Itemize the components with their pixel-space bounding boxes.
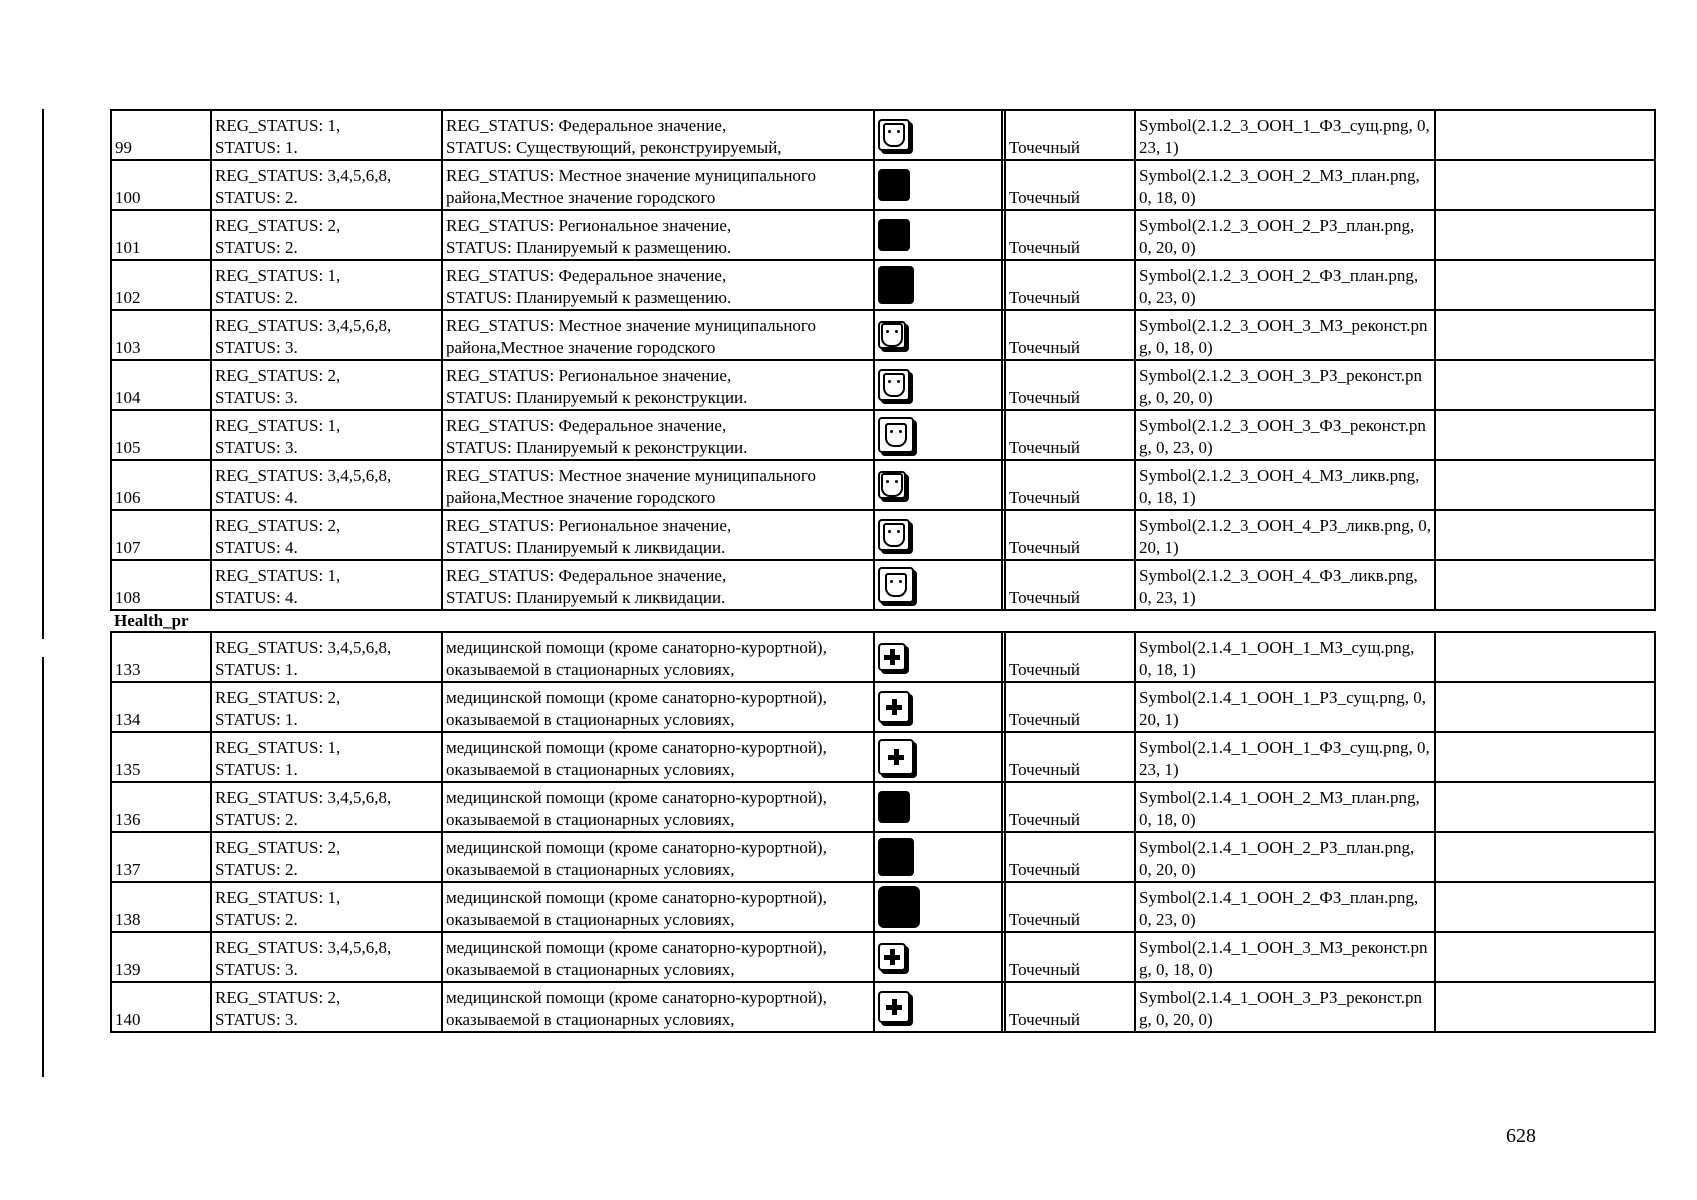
geometry-type-cell: Точечный	[1005, 410, 1135, 460]
symbol-expression-cell: Symbol(2.1.4_1_ООН_2_ФЗ_план.png, 0, 23, 0)	[1135, 882, 1435, 932]
symbol-cell	[874, 932, 1002, 982]
condition-line-2: STATUS: 4.	[215, 538, 298, 557]
condition-cell	[211, 460, 442, 510]
condition-line-2: STATUS: 1.	[215, 760, 298, 779]
condition-line-1: REG_STATUS: 3,4,5,6,8,	[215, 638, 392, 657]
geometry-type-cell: Точечный	[1005, 510, 1135, 560]
description-cell	[442, 832, 874, 882]
description-line-1: REG_STATUS: Местное значение муниципального	[446, 166, 816, 185]
table-row	[111, 882, 1655, 932]
condition-cell	[211, 882, 442, 932]
empty-cell	[1435, 632, 1655, 682]
description-line-2: района,Местное значение городского	[446, 188, 716, 207]
condition-line-2: STATUS: 2.	[215, 860, 298, 879]
condition-cell	[211, 210, 442, 260]
empty-cell	[1435, 410, 1655, 460]
description-cell	[442, 732, 874, 782]
description-cell	[442, 882, 874, 932]
empty-cell	[1435, 732, 1655, 782]
description-cell	[442, 210, 874, 260]
condition-cell	[211, 682, 442, 732]
row-number: 136	[111, 782, 211, 832]
condition-cell	[211, 310, 442, 360]
description-line-1: медицинской помощи (кроме санаторно-курортной),	[446, 688, 827, 707]
condition-cell	[211, 410, 442, 460]
description-line-2: оказываемой в стационарных условиях,	[446, 960, 735, 979]
section-label: Health_pr	[111, 610, 1655, 632]
condition-line-1: REG_STATUS: 1,	[215, 566, 341, 585]
condition-line-1: REG_STATUS: 3,4,5,6,8,	[215, 938, 392, 957]
symbol-expression-cell: Symbol(2.1.2_3_ООН_3_ФЗ_реконст.png, 0, 23, 0)	[1135, 410, 1435, 460]
symbol-cell	[874, 260, 1002, 310]
description-line-1: REG_STATUS: Местное значение муниципального	[446, 316, 816, 335]
symbol-cell	[874, 110, 1002, 160]
symbol-expression-cell: Symbol(2.1.2_3_ООН_1_ФЗ_сущ.png, 0, 23, 1)	[1135, 110, 1435, 160]
theater-mask-icon	[878, 369, 910, 401]
description-line-2: STATUS: Планируемый к ликвидации.	[446, 588, 726, 607]
page-number: 628	[1506, 1125, 1536, 1147]
condition-line-2: STATUS: 1.	[215, 138, 298, 157]
description-line-1: REG_STATUS: Федеральное значение,	[446, 116, 727, 135]
row-number: 138	[111, 882, 211, 932]
description-line-2: района,Местное значение городского	[446, 338, 716, 357]
empty-cell	[1435, 360, 1655, 410]
table-row	[111, 560, 1655, 610]
description-line-1: REG_STATUS: Федеральное значение,	[446, 266, 727, 285]
table-row	[111, 410, 1655, 460]
table-row	[111, 210, 1655, 260]
medical-cross-icon	[878, 991, 910, 1023]
condition-cell	[211, 982, 442, 1032]
table-row	[111, 360, 1655, 410]
table-row	[111, 832, 1655, 882]
theater-mask-icon	[878, 519, 910, 551]
description-line-1: медицинской помощи (кроме санаторно-курортной),	[446, 888, 827, 907]
symbol-expression-cell: Symbol(2.1.4_1_ООН_3_РЗ_реконст.png, 0, 20, 0)	[1135, 982, 1435, 1032]
condition-cell	[211, 360, 442, 410]
description-cell	[442, 260, 874, 310]
condition-line-1: REG_STATUS: 2,	[215, 838, 341, 857]
description-line-2: оказываемой в стационарных условиях,	[446, 810, 735, 829]
description-cell	[442, 982, 874, 1032]
description-line-2: оказываемой в стационарных условиях,	[446, 660, 735, 679]
row-number: 101	[111, 210, 211, 260]
left-margin-rule-bottom	[42, 657, 44, 1077]
description-line-1: медицинской помощи (кроме санаторно-курортной),	[446, 988, 827, 1007]
row-number: 99	[111, 110, 211, 160]
solid-square-icon	[878, 169, 910, 201]
symbol-cell	[874, 410, 1002, 460]
empty-cell	[1435, 260, 1655, 310]
geometry-type-cell: Точечный	[1005, 882, 1135, 932]
theater-mask-icon	[878, 471, 906, 499]
condition-line-1: REG_STATUS: 3,4,5,6,8,	[215, 788, 392, 807]
description-cell	[442, 932, 874, 982]
description-line-1: медицинской помощи (кроме санаторно-курортной),	[446, 788, 827, 807]
condition-cell	[211, 932, 442, 982]
description-cell	[442, 360, 874, 410]
condition-line-1: REG_STATUS: 1,	[215, 116, 341, 135]
symbol-table	[110, 109, 1656, 1033]
symbol-cell	[874, 882, 1002, 932]
description-cell	[442, 632, 874, 682]
table-row	[111, 932, 1655, 982]
description-line-1: медицинской помощи (кроме санаторно-курортной),	[446, 938, 827, 957]
geometry-type-cell: Точечный	[1005, 732, 1135, 782]
description-cell	[442, 560, 874, 610]
description-line-2: оказываемой в стационарных условиях,	[446, 910, 735, 929]
table-row	[111, 782, 1655, 832]
description-line-2: оказываемой в стационарных условиях,	[446, 860, 735, 879]
section-header-row	[111, 610, 1655, 632]
solid-square-icon	[878, 219, 910, 251]
description-cell	[442, 460, 874, 510]
condition-cell	[211, 110, 442, 160]
condition-line-2: STATUS: 1.	[215, 710, 298, 729]
condition-line-2: STATUS: 2.	[215, 238, 298, 257]
medical-cross-icon	[878, 943, 906, 971]
condition-line-1: REG_STATUS: 1,	[215, 416, 341, 435]
table-row	[111, 732, 1655, 782]
symbol-expression-cell: Symbol(2.1.2_3_ООН_4_РЗ_ликв.png, 0, 20, 1)	[1135, 510, 1435, 560]
description-line-2: STATUS: Планируемый к размещению.	[446, 238, 732, 257]
symbol-expression-cell: Symbol(2.1.2_3_ООН_2_ФЗ_план.png, 0, 23, 0)	[1135, 260, 1435, 310]
symbol-expression-cell: Symbol(2.1.4_1_ООН_1_РЗ_сущ.png, 0, 20, 1)	[1135, 682, 1435, 732]
condition-line-2: STATUS: 4.	[215, 488, 298, 507]
condition-line-2: STATUS: 2.	[215, 188, 298, 207]
empty-cell	[1435, 510, 1655, 560]
condition-line-2: STATUS: 2.	[215, 288, 298, 307]
row-number: 102	[111, 260, 211, 310]
table-row	[111, 510, 1655, 560]
row-number: 107	[111, 510, 211, 560]
description-line-2: STATUS: Планируемый к реконструкции.	[446, 438, 748, 457]
condition-line-2: STATUS: 2.	[215, 810, 298, 829]
description-cell	[442, 160, 874, 210]
row-number: 106	[111, 460, 211, 510]
medical-cross-icon	[878, 643, 906, 671]
description-cell	[442, 110, 874, 160]
geometry-type-cell: Точечный	[1005, 982, 1135, 1032]
description-line-2: района,Местное значение городского	[446, 488, 716, 507]
geometry-type-cell: Точечный	[1005, 260, 1135, 310]
row-number: 140	[111, 982, 211, 1032]
description-line-2: STATUS: Планируемый к размещению.	[446, 288, 732, 307]
condition-line-2: STATUS: 3.	[215, 388, 298, 407]
symbol-expression-cell: Symbol(2.1.4_1_ООН_1_МЗ_сущ.png, 0, 18, 1)	[1135, 632, 1435, 682]
solid-square-icon	[878, 791, 910, 823]
theater-mask-icon	[878, 321, 906, 349]
symbol-cell	[874, 310, 1002, 360]
condition-line-1: REG_STATUS: 3,4,5,6,8,	[215, 466, 392, 485]
description-cell	[442, 682, 874, 732]
geometry-type-cell: Точечный	[1005, 110, 1135, 160]
description-cell	[442, 410, 874, 460]
symbol-expression-cell: Symbol(2.1.4_1_ООН_2_РЗ_план.png, 0, 20, 0)	[1135, 832, 1435, 882]
empty-cell	[1435, 160, 1655, 210]
condition-line-2: STATUS: 1.	[215, 660, 298, 679]
symbol-expression-cell: Symbol(2.1.2_3_ООН_4_МЗ_ликв.png, 0, 18, 1)	[1135, 460, 1435, 510]
geometry-type-cell: Точечный	[1005, 932, 1135, 982]
description-line-1: REG_STATUS: Региональное значение,	[446, 516, 732, 535]
symbol-cell	[874, 510, 1002, 560]
geometry-type-cell: Точечный	[1005, 310, 1135, 360]
theater-mask-icon	[878, 417, 914, 453]
description-line-2: оказываемой в стационарных условиях,	[446, 760, 735, 779]
solid-square-icon	[878, 838, 914, 876]
geometry-type-cell: Точечный	[1005, 210, 1135, 260]
condition-line-1: REG_STATUS: 3,4,5,6,8,	[215, 316, 392, 335]
symbol-cell	[874, 682, 1002, 732]
condition-line-1: REG_STATUS: 2,	[215, 516, 341, 535]
symbol-expression-cell: Symbol(2.1.2_3_ООН_2_МЗ_план.png, 0, 18, 0)	[1135, 160, 1435, 210]
symbol-cell	[874, 560, 1002, 610]
table-row	[111, 682, 1655, 732]
condition-line-2: STATUS: 3.	[215, 338, 298, 357]
table-row	[111, 160, 1655, 210]
empty-cell	[1435, 210, 1655, 260]
table-row	[111, 460, 1655, 510]
condition-cell	[211, 832, 442, 882]
empty-cell	[1435, 460, 1655, 510]
medical-cross-icon	[878, 691, 910, 723]
symbol-expression-cell: Symbol(2.1.2_3_ООН_3_РЗ_реконст.png, 0, 20, 0)	[1135, 360, 1435, 410]
table-row	[111, 110, 1655, 160]
empty-cell	[1435, 110, 1655, 160]
table-row	[111, 310, 1655, 360]
description-line-2: STATUS: Планируемый к реконструкции.	[446, 388, 748, 407]
condition-line-2: STATUS: 3.	[215, 438, 298, 457]
symbol-expression-cell: Symbol(2.1.4_1_ООН_1_ФЗ_сущ.png, 0, 23, 1)	[1135, 732, 1435, 782]
empty-cell	[1435, 882, 1655, 932]
condition-cell	[211, 632, 442, 682]
description-line-1: медицинской помощи (кроме санаторно-курортной),	[446, 638, 827, 657]
row-number: 135	[111, 732, 211, 782]
symbol-expression-cell: Symbol(2.1.2_3_ООН_4_ФЗ_ликв.png, 0, 23, 1)	[1135, 560, 1435, 610]
symbol-cell	[874, 210, 1002, 260]
condition-cell	[211, 782, 442, 832]
condition-line-1: REG_STATUS: 3,4,5,6,8,	[215, 166, 392, 185]
condition-line-2: STATUS: 2.	[215, 910, 298, 929]
symbol-table-body	[111, 110, 1655, 1032]
table-row	[111, 260, 1655, 310]
row-number: 105	[111, 410, 211, 460]
condition-line-2: STATUS: 4.	[215, 588, 298, 607]
row-number: 108	[111, 560, 211, 610]
row-number: 103	[111, 310, 211, 360]
solid-square-icon	[878, 886, 920, 928]
geometry-type-cell: Точечный	[1005, 360, 1135, 410]
description-line-1: REG_STATUS: Региональное значение,	[446, 216, 732, 235]
condition-cell	[211, 510, 442, 560]
condition-line-1: REG_STATUS: 2,	[215, 216, 341, 235]
geometry-type-cell: Точечный	[1005, 160, 1135, 210]
table-row	[111, 632, 1655, 682]
description-line-1: REG_STATUS: Местное значение муниципального	[446, 466, 816, 485]
symbol-cell	[874, 460, 1002, 510]
empty-cell	[1435, 310, 1655, 360]
row-number: 104	[111, 360, 211, 410]
empty-cell	[1435, 560, 1655, 610]
geometry-type-cell: Точечный	[1005, 682, 1135, 732]
geometry-type-cell: Точечный	[1005, 460, 1135, 510]
condition-line-1: REG_STATUS: 1,	[215, 266, 341, 285]
condition-line-1: REG_STATUS: 1,	[215, 738, 341, 757]
condition-line-1: REG_STATUS: 2,	[215, 366, 341, 385]
empty-cell	[1435, 832, 1655, 882]
description-cell	[442, 782, 874, 832]
condition-line-2: STATUS: 3.	[215, 1010, 298, 1029]
condition-line-1: REG_STATUS: 2,	[215, 988, 341, 1007]
row-number: 134	[111, 682, 211, 732]
condition-cell	[211, 260, 442, 310]
empty-cell	[1435, 782, 1655, 832]
left-margin-rule-top	[42, 109, 44, 639]
row-number: 137	[111, 832, 211, 882]
empty-cell	[1435, 982, 1655, 1032]
solid-square-icon	[878, 266, 914, 304]
symbol-cell	[874, 632, 1002, 682]
symbol-cell	[874, 160, 1002, 210]
description-cell	[442, 310, 874, 360]
symbol-expression-cell: Symbol(2.1.2_3_ООН_2_РЗ_план.png, 0, 20, 0)	[1135, 210, 1435, 260]
description-line-2: оказываемой в стационарных условиях,	[446, 710, 735, 729]
description-line-2: STATUS: Планируемый к ликвидации.	[446, 538, 726, 557]
description-line-1: REG_STATUS: Федеральное значение,	[446, 416, 727, 435]
medical-cross-icon	[878, 739, 914, 775]
geometry-type-cell: Точечный	[1005, 632, 1135, 682]
condition-cell	[211, 560, 442, 610]
description-line-2: STATUS: Существующий, реконструируемый,	[446, 138, 782, 157]
symbol-cell	[874, 782, 1002, 832]
theater-mask-icon	[878, 119, 910, 151]
condition-line-1: REG_STATUS: 1,	[215, 888, 341, 907]
description-cell	[442, 510, 874, 560]
symbol-expression-cell: Symbol(2.1.2_3_ООН_3_МЗ_реконст.png, 0, 18, 0)	[1135, 310, 1435, 360]
geometry-type-cell: Точечный	[1005, 832, 1135, 882]
table-row	[111, 982, 1655, 1032]
description-line-1: REG_STATUS: Федеральное значение,	[446, 566, 727, 585]
geometry-type-cell: Точечный	[1005, 782, 1135, 832]
condition-line-2: STATUS: 3.	[215, 960, 298, 979]
theater-mask-icon	[878, 567, 914, 603]
symbol-cell	[874, 982, 1002, 1032]
row-number: 133	[111, 632, 211, 682]
symbol-expression-cell: Symbol(2.1.4_1_ООН_2_МЗ_план.png, 0, 18, 0)	[1135, 782, 1435, 832]
empty-cell	[1435, 682, 1655, 732]
description-line-1: REG_STATUS: Региональное значение,	[446, 366, 732, 385]
symbol-expression-cell: Symbol(2.1.4_1_ООН_3_МЗ_реконст.png, 0, 18, 0)	[1135, 932, 1435, 982]
symbol-cell	[874, 732, 1002, 782]
geometry-type-cell: Точечный	[1005, 560, 1135, 610]
description-line-1: медицинской помощи (кроме санаторно-курортной),	[446, 738, 827, 757]
symbol-cell	[874, 360, 1002, 410]
empty-cell	[1435, 932, 1655, 982]
condition-line-1: REG_STATUS: 2,	[215, 688, 341, 707]
row-number: 100	[111, 160, 211, 210]
row-number: 139	[111, 932, 211, 982]
description-line-2: оказываемой в стационарных условиях,	[446, 1010, 735, 1029]
description-line-1: медицинской помощи (кроме санаторно-курортной),	[446, 838, 827, 857]
condition-cell	[211, 732, 442, 782]
symbol-cell	[874, 832, 1002, 882]
condition-cell	[211, 160, 442, 210]
